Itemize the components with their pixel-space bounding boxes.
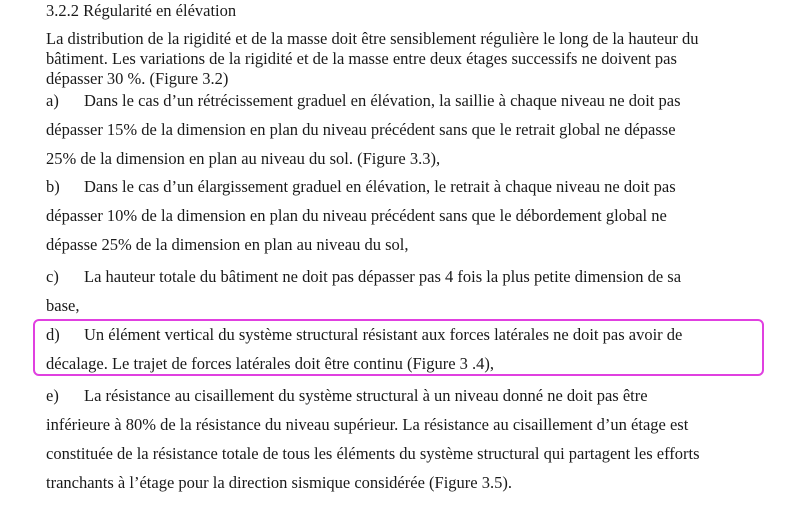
item-line: Dans le cas d’un élargissement graduel en élévation, le retrait à chaque niveau ne doit pas [84, 177, 676, 196]
intro-paragraph [46, 29, 776, 89]
item-line: dépasse 25% de la dimension en plan au niveau du sol, [46, 235, 409, 254]
list-item-a [46, 86, 776, 173]
intro-line: La distribution de la rigidité et de la masse doit être sensiblement régulière le long de la hauteur du [46, 29, 699, 48]
item-line: tranchants à l’étage pour la direction sismique considérée (Figure 3.5). [46, 473, 512, 492]
item-marker: a) [46, 91, 59, 110]
item-line: décalage. Le trajet de forces latérales doit être continu (Figure 3 .4), [46, 354, 495, 373]
item-marker: d) [46, 325, 60, 344]
section-heading: 3.2.2 Régularité en élévation [46, 1, 237, 20]
item-line: Un élément vertical du système structural résistant aux forces latérales ne doit pas avoir de [84, 325, 683, 344]
item-line: dépasser 10% de la dimension en plan du niveau précédent sans que le débordement global ne [46, 206, 667, 225]
intro-line: dépasser 30 %. (Figure 3.2) [46, 69, 229, 88]
list-item-b [46, 172, 776, 259]
item-marker: e) [46, 386, 59, 405]
item-line: constituée de la résistance totale de tous les éléments du système structural qui partagent les efforts [46, 444, 700, 463]
item-line: base, [46, 296, 80, 315]
item-line: dépasser 15% de la dimension en plan du niveau précédent sans que le retrait global ne dépasse [46, 120, 676, 139]
item-line: La hauteur totale du bâtiment ne doit pas dépasser pas 4 fois la plus petite dimension de sa [84, 267, 682, 286]
item-line: La résistance au cisaillement du système structural à un niveau donné ne doit pas être [84, 386, 648, 405]
item-line: inférieure à 80% de la résistance du niveau supérieur. La résistance au cisaillement d’un étage est [46, 415, 689, 434]
item-marker: c) [46, 267, 59, 286]
list-item-c [46, 262, 776, 320]
intro-line: bâtiment. Les variations de la rigidité et de la masse entre deux étages successifs ne doivent pas [46, 49, 677, 68]
list-item-d [46, 320, 776, 378]
item-marker: b) [46, 177, 60, 196]
item-line: 25% de la dimension en plan au niveau du sol. (Figure 3.3), [46, 149, 441, 168]
item-line: Dans le cas d’un rétrécissement graduel en élévation, la saillie à chaque niveau ne doit pas [84, 91, 681, 110]
list-item-e [46, 381, 776, 497]
